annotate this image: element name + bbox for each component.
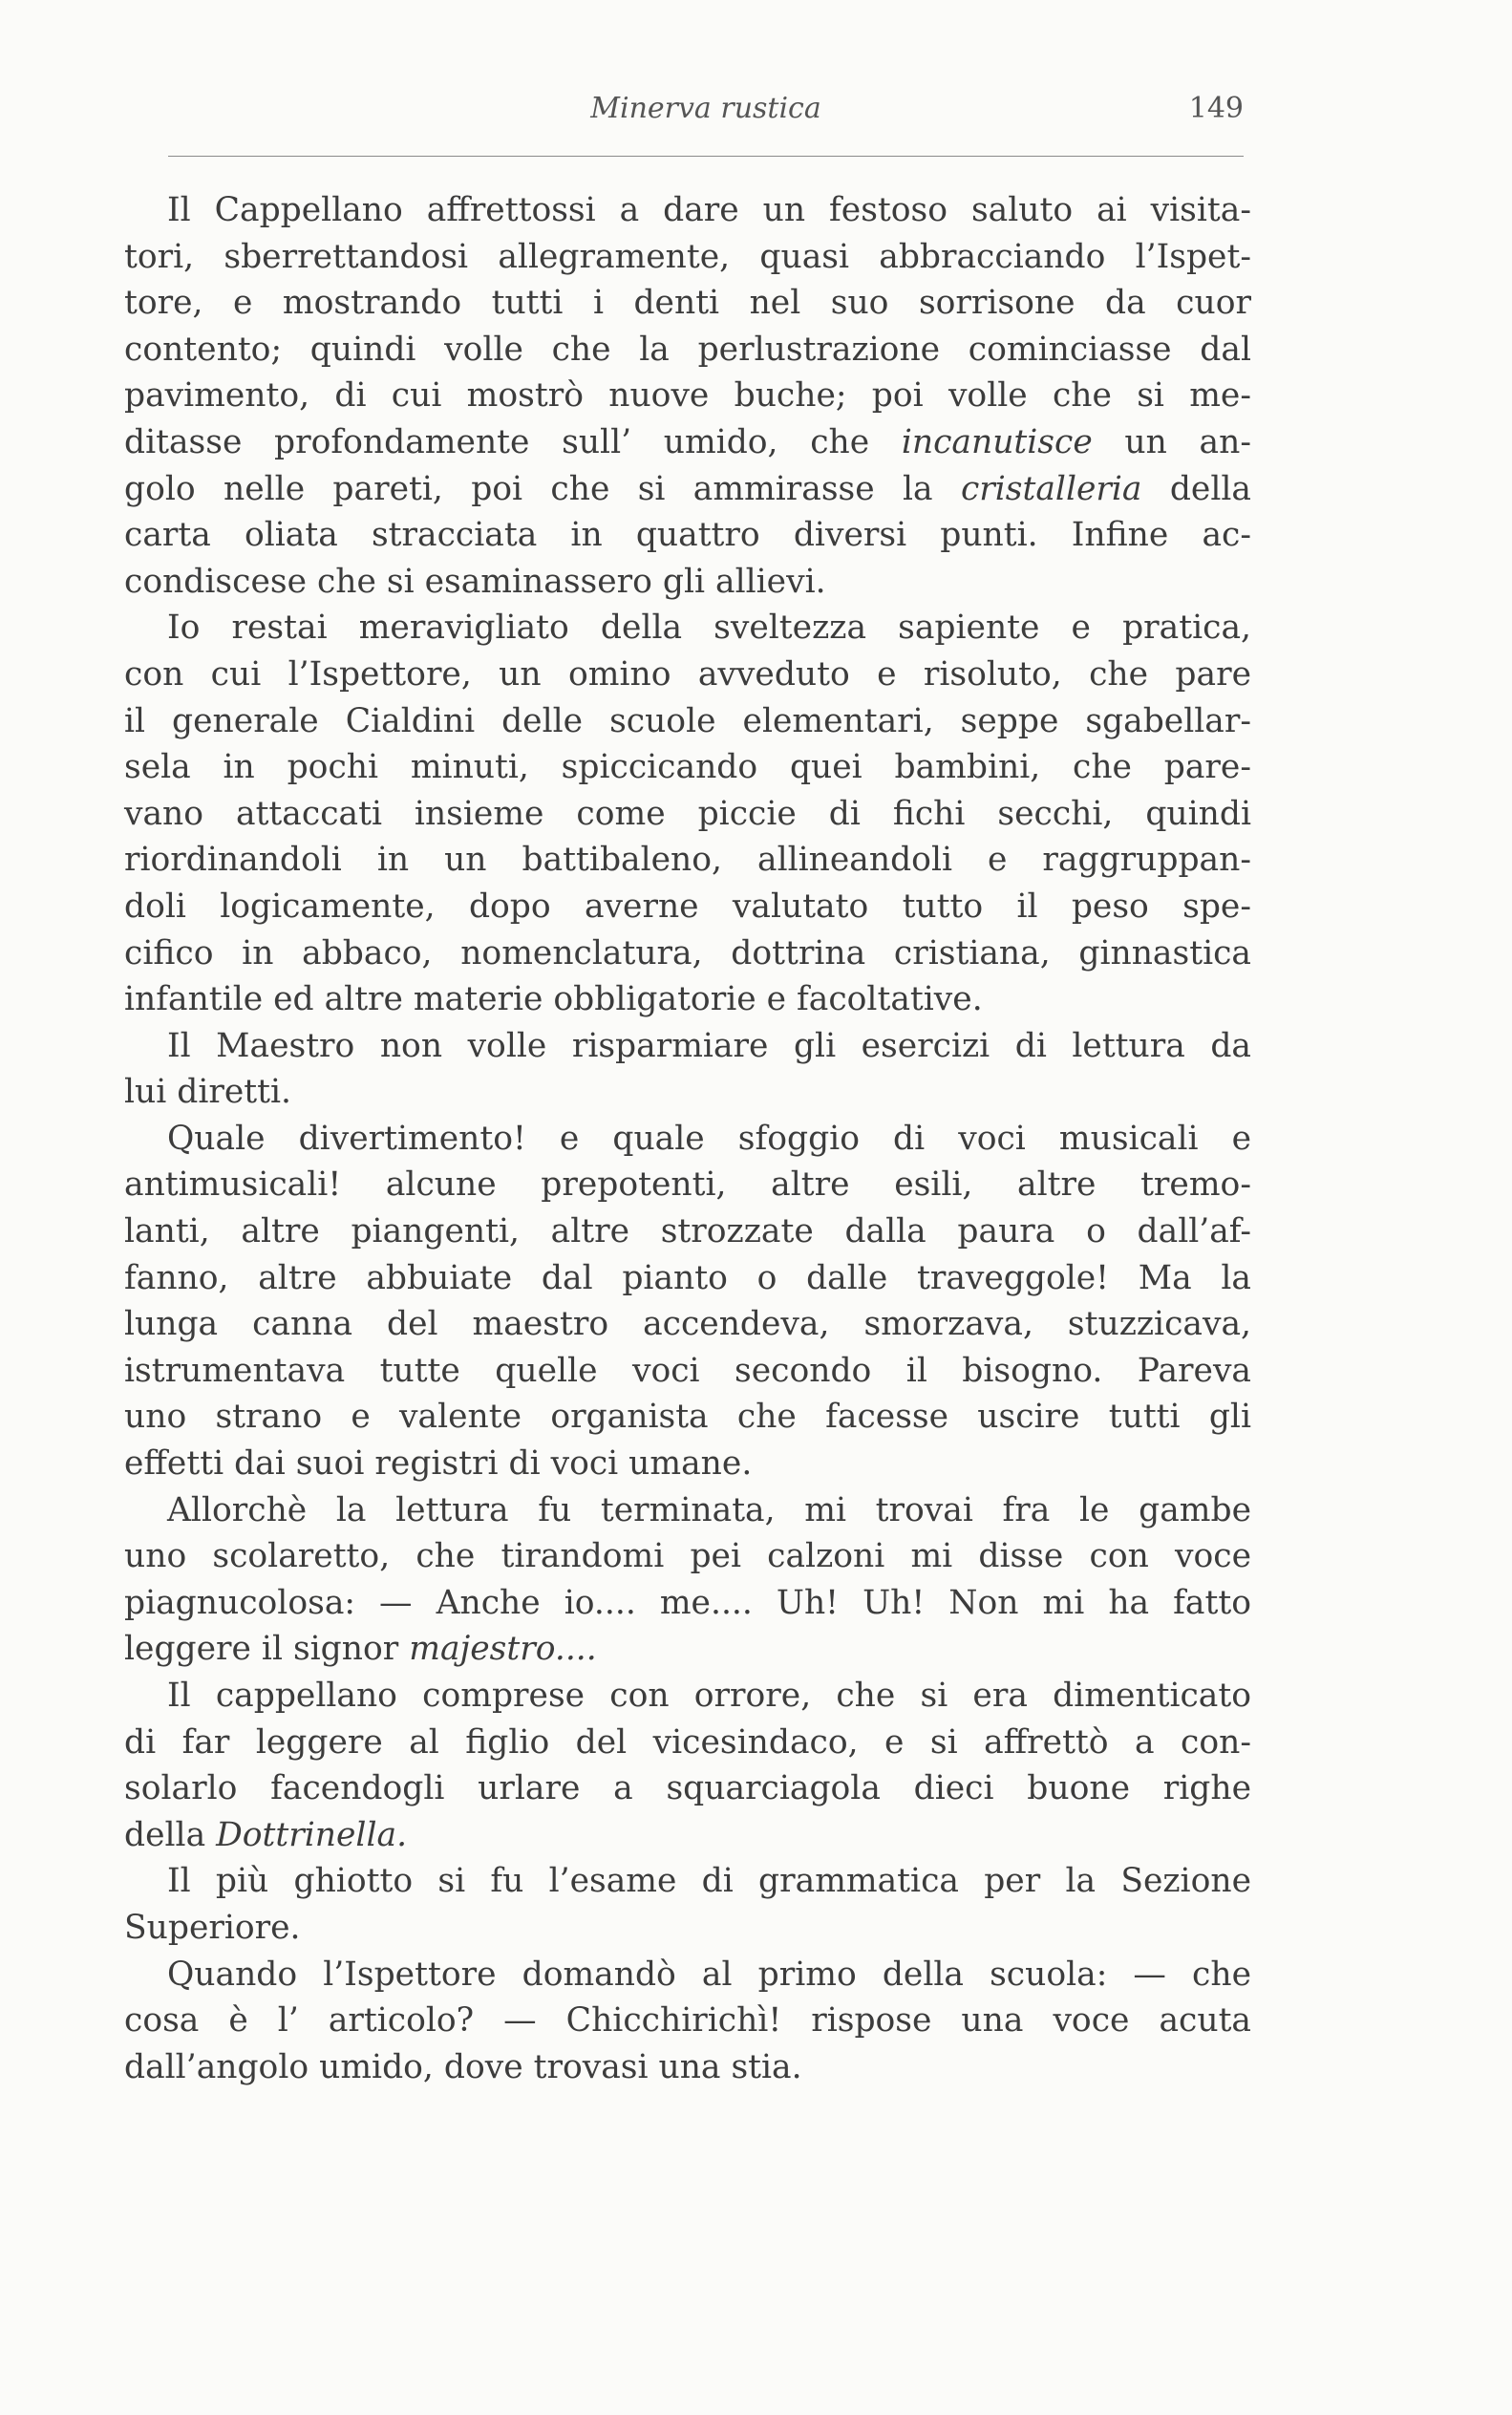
text-line: lanti, altre piangenti, altre strozzate dalla paura o dall’af- <box>124 1212 1251 1251</box>
text-span: un an- <box>1092 422 1251 461</box>
text-line: Io restai meravigliato della sveltezza sapiente e pratica, <box>167 609 1251 648</box>
page-header <box>168 92 1244 130</box>
text-line: cifico in abbaco, nomenclatura, dottrina cristiana, ginnastica <box>124 933 1251 972</box>
text-line: solarlo facendogli urlare a squarciagola dieci buone righe <box>124 1769 1251 1808</box>
text-line: piagnucolosa: — Anche io.... me.... Uh! Uh! Non mi ha fatto <box>124 1583 1251 1622</box>
italic-word: Dottrinella. <box>216 1815 408 1854</box>
text-line: effetti dai suoi registri di voci umane. <box>124 1444 753 1484</box>
text-line: Il Maestro non volle risparmiare gli esercizi di lettura da <box>167 1026 1251 1065</box>
italic-word: incanutisce <box>901 422 1093 461</box>
text-line: Il cappellano comprese con orrore, che si era dimenticato <box>167 1677 1251 1715</box>
running-title: Minerva rustica <box>590 92 821 125</box>
text-line: con cui l’Ispettore, un omino avveduto e risoluto, che pare <box>124 654 1251 694</box>
text-line: riordinandoli in un battibaleno, allineandoli e raggruppan- <box>124 841 1251 880</box>
text-line: fanno, altre abbuiate dal pianto o dalle traveggole! Ma la <box>124 1258 1251 1297</box>
text-line: Quando l’Ispettore domandò al primo della scuola: — che <box>167 1955 1251 1994</box>
text-line: condiscese che si esaminassero gli allievi. <box>124 562 826 601</box>
text-line: pavimento, di cui mostrò nuove buche; poi volle che si me- <box>124 376 1251 416</box>
text-line <box>124 1812 1251 1859</box>
text-line: lui diretti. <box>124 1073 292 1112</box>
text-line: infantile ed altre materie obbligatorie e facoltative. <box>124 980 983 1019</box>
text-line: istrumentava tutte quelle voci secondo il bisogno. Pareva <box>124 1351 1251 1390</box>
text-line: carta oliata stracciata in quattro diversi punti. Infine ac- <box>124 516 1251 555</box>
text-line: uno strano e valente organista che facesse uscire tutti gli <box>124 1398 1251 1437</box>
text-line: tori, sberrettandosi allegramente, quasi abbracciando l’Ispet- <box>124 237 1251 276</box>
header-rule <box>168 156 1244 157</box>
text-line: doli logicamente, dopo averne valutato tutto il peso spe- <box>124 887 1251 926</box>
text-line: antimusicali! alcune prepotenti, altre esili, altre tremo- <box>124 1165 1251 1205</box>
page-number: 149 <box>1188 92 1244 125</box>
text-span: leggere il signor <box>124 1630 410 1669</box>
text-line: tore, e mostrando tutti i denti nel suo sorrisone da cuor <box>124 284 1251 323</box>
text-line: contento; quindi volle che la perlustrazione cominciasse dal <box>124 330 1251 369</box>
text-line: uno scolaretto, che tirandomi pei calzoni mi disse con voce <box>124 1537 1251 1576</box>
text-line: Superiore. <box>124 1908 301 1947</box>
text-line: Quale divertimento! e quale sfoggio di voci musicali e <box>167 1119 1251 1158</box>
text-line: cosa è l’ articolo? — Chicchirichì! rispose una voce acuta <box>124 2001 1251 2041</box>
text-line: vano attaccati insieme come piccie di fichi secchi, quindi <box>124 794 1251 833</box>
text-line: Il più ghiotto si fu l’esame di grammatica per la Sezione <box>167 1862 1251 1901</box>
text-span: della <box>124 1815 217 1854</box>
text-span: ditasse profondamente sull’ umido, che <box>124 422 902 461</box>
italic-word: majestro.... <box>409 1630 597 1669</box>
text-line <box>124 466 1251 513</box>
italic-word: cristalleria <box>960 469 1142 508</box>
text-line: sela in pochi minuti, spiccicando quei bambini, che pare- <box>124 748 1251 787</box>
text-span: golo nelle pareti, poi che si ammirasse la <box>124 469 961 508</box>
text-line: il generale Cialdini delle scuole elementari, seppe sgabellar- <box>124 701 1251 740</box>
text-line: lunga canna del maestro accendeva, smorzava, stuzzicava, <box>124 1305 1251 1344</box>
body-text <box>124 187 1251 2090</box>
text-line <box>124 1626 1251 1673</box>
text-line: Allorchè la lettura fu terminata, mi trovai fra le gambe <box>167 1490 1251 1529</box>
text-line: dall’angolo umido, dove trovasi una stia. <box>124 2047 802 2086</box>
text-span: della <box>1141 469 1251 508</box>
text-line: Il Cappellano affrettossi a dare un festoso saluto ai visita- <box>167 191 1251 229</box>
text-line <box>124 419 1251 466</box>
text-line: di far leggere al figlio del vicesindaco, e si affrettò a con- <box>124 1722 1251 1762</box>
